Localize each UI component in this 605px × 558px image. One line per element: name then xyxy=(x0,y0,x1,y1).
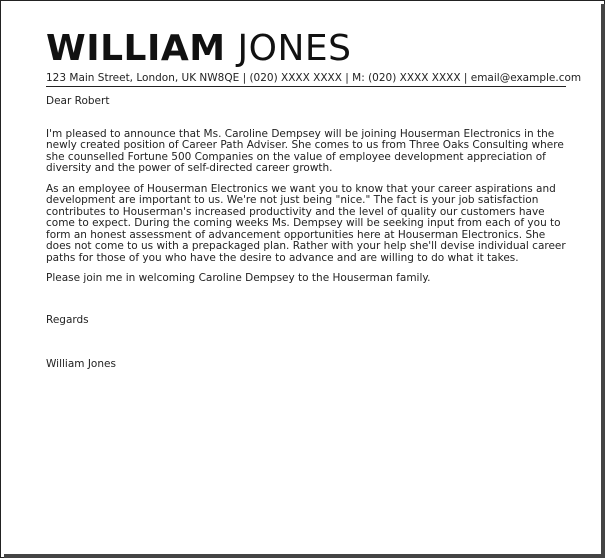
closing: Regards xyxy=(46,313,89,326)
paragraph-2: As an employee of Houserman Electronics we want you to know that your career aspirations and development are important to us. We're not just being "nice." The fact is your job satisfaction contributes to Houserman's increased productivity and the level of quality our customers have come to expect. During the coming weeks Ms. Dempsey will be seeking input from each of you to form an honest assessment of advancement opportunities here at Houserman Electronics. She does not come to us with a prepackaged plan. Rather with your help she'll devise individual career paths for those of you who have the desire to advance and are willing to do what it takes. xyxy=(46,182,566,264)
sender-name xyxy=(46,29,566,69)
page-shadow-bottom xyxy=(4,554,605,558)
sender-last-name: JONES xyxy=(237,28,352,69)
signature: William Jones xyxy=(46,358,116,370)
sender-first-name: WILLIAM xyxy=(46,28,226,69)
contact-line: 123 Main Street, London, UK NW8QE | (020) XXXX XXXX | M: (020) XXXX XXXX | email@example.com xyxy=(46,71,566,87)
page-shadow-right xyxy=(601,4,605,558)
letter-content xyxy=(46,28,582,371)
paragraph-1: I'm pleased to announce that Ms. Caroline Dempsey will be joining Houserman Electronics in the newly created position of Career Path Adviser. She comes to us from Three Oaks Consulting where she counselled Fortune 500 Companies on the value of employee development appreciation of diversity and the power of self-directed career growth. xyxy=(46,127,564,174)
paragraph-3: Please join me in welcoming Caroline Dempsey to the Houserman family. xyxy=(46,272,431,284)
salutation: Dear Robert xyxy=(46,95,110,107)
